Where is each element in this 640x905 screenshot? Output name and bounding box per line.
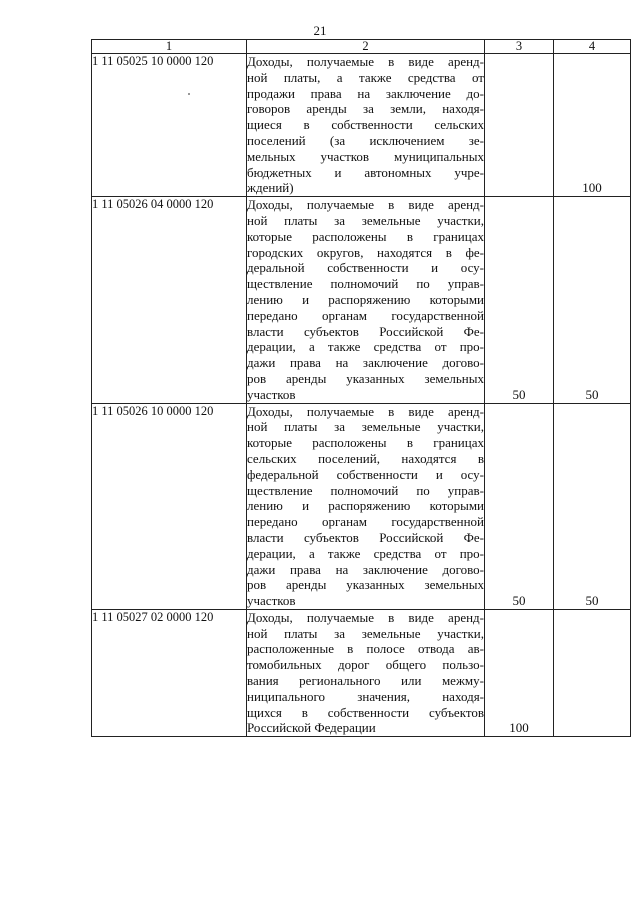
description-line: участков <box>247 386 296 402</box>
description-line: деральной собственности и осу- <box>247 260 484 276</box>
revenue-table <box>91 39 631 737</box>
budget-code-cell: 1 11 05026 10 0000 120 <box>92 403 247 609</box>
description-line: Доходы, получаемые в виде аренд- <box>247 197 484 213</box>
description-line: Доходы, получаемые в виде аренд- <box>247 54 484 69</box>
description-line: которые расположены в границах <box>247 228 484 244</box>
description-cell <box>247 403 485 609</box>
description-cell <box>247 197 485 403</box>
budget-code-cell: 1 11 05027 02 0000 120 <box>92 609 247 736</box>
amount-cell-col4 <box>554 54 631 197</box>
description-line: Доходы, получаемые в виде аренд- <box>247 609 484 625</box>
header-col-4: 4 <box>554 40 631 54</box>
description-line: передано органам государственной <box>247 307 484 323</box>
amount-cell-col4 <box>554 609 631 736</box>
description-line: власти субъектов Российской Фе- <box>247 323 484 339</box>
description-line: вания регионального или межму- <box>247 673 484 689</box>
amount-value: 50 <box>585 592 599 608</box>
description-line: которые расположены в границах <box>247 435 484 451</box>
amount-cell-col4 <box>554 197 631 403</box>
description-line: ществление полномочий по управ- <box>247 482 484 498</box>
description-line: томобильных дорог общего пользо- <box>247 657 484 673</box>
amount-value: 100 <box>509 720 529 736</box>
description-line: дерации, а также средства от про- <box>247 339 484 355</box>
amount-value: 50 <box>512 386 526 402</box>
description-line: дажи права на заключение догово- <box>247 355 484 371</box>
amount-cell-col3 <box>485 197 554 403</box>
description-line: щихся в собственности субъектов <box>247 704 484 720</box>
amount-value: 50 <box>512 592 526 608</box>
description-line: ной платы, а также средства от <box>247 69 484 85</box>
description-line: дажи права на заключение догово- <box>247 561 484 577</box>
table-header-row <box>92 40 631 54</box>
budget-code-cell: 1 11 05026 04 0000 120 <box>92 197 247 403</box>
description-cell <box>247 609 485 736</box>
page-number: 21 <box>313 23 327 38</box>
description-line: ной платы за земельные участки, <box>247 212 484 228</box>
description-line: дерации, а также средства от про- <box>247 545 484 561</box>
description-line: поселений (за исключением зе- <box>247 132 484 148</box>
description-line: ниципального значения, находя- <box>247 688 484 704</box>
description-line: Доходы, получаемые в виде аренд- <box>247 403 484 419</box>
amount-cell-col3 <box>485 609 554 736</box>
description-line: ров аренды указанных земельных <box>247 577 484 593</box>
description-line: лению и распоряжению которыми <box>247 291 484 307</box>
description-line: Российской Федерации <box>247 720 376 736</box>
header-col-3: 3 <box>485 40 554 54</box>
description-line: сельских поселений, находятся в <box>247 450 484 466</box>
budget-code-cell: 1 11 05025 10 0000 120 <box>92 54 247 197</box>
header-col-1: 1 <box>92 40 247 54</box>
amount-value: 100 <box>582 180 602 196</box>
description-line: мельных участков муниципальных <box>247 148 484 164</box>
description-line: власти субъектов Российской Фе- <box>247 529 484 545</box>
description-line: ждений) <box>247 180 294 196</box>
description-line: говоров аренды за земли, находя- <box>247 101 484 117</box>
description-line: расположенные в полосе отвода ав- <box>247 641 484 657</box>
amount-cell-col3 <box>485 403 554 609</box>
amount-value: 50 <box>585 386 599 402</box>
description-line: щиеся в собственности сельских <box>247 117 484 133</box>
description-line: участков <box>247 593 296 609</box>
table-row <box>92 197 631 403</box>
description-line: продажи права на заключение до- <box>247 85 484 101</box>
description-line: бюджетных и автономных учре- <box>247 164 484 180</box>
table-row <box>92 54 631 197</box>
table-body <box>92 54 631 737</box>
description-line: ной платы за земельные участки, <box>247 625 484 641</box>
amount-cell-col4 <box>554 403 631 609</box>
table-row <box>92 403 631 609</box>
description-line: лению и распоряжению которыми <box>247 498 484 514</box>
amount-cell-col3 <box>485 54 554 197</box>
header-col-2: 2 <box>247 40 485 54</box>
description-line: городских округов, находятся в фе- <box>247 244 484 260</box>
scan-artifact-dot <box>188 93 190 95</box>
description-cell <box>247 54 485 197</box>
description-line: ров аренды указанных земельных <box>247 370 484 386</box>
table-row <box>92 609 631 736</box>
description-line: передано органам государственной <box>247 514 484 530</box>
description-line: ществление полномочий по управ- <box>247 276 484 292</box>
description-line: ной платы за земельные участки, <box>247 419 484 435</box>
description-line: федеральной собственности и осу- <box>247 466 484 482</box>
